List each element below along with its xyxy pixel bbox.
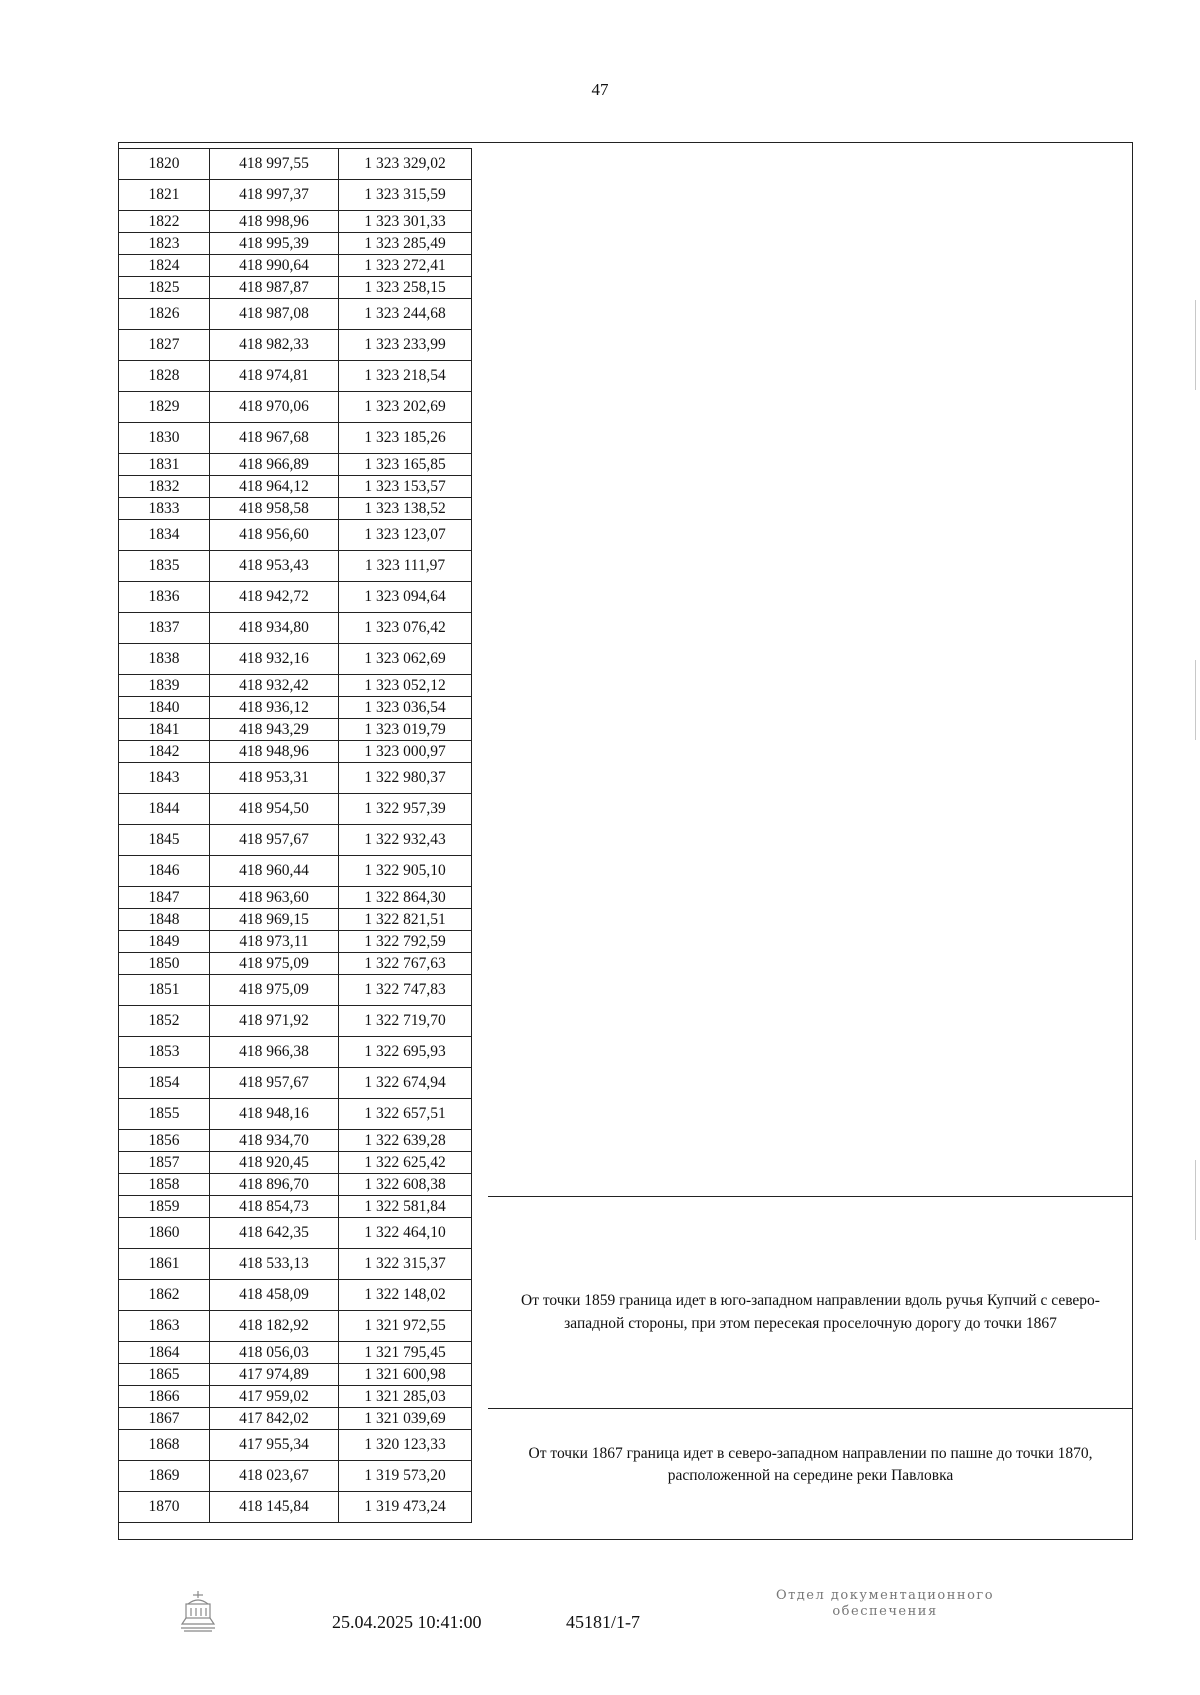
x-coordinate-cell: 418 960,44 [210, 856, 339, 887]
point-number-cell: 1839 [119, 675, 210, 697]
table-row [119, 233, 472, 255]
point-number-cell: 1858 [119, 1174, 210, 1196]
point-number-cell: 1821 [119, 180, 210, 211]
point-number-cell: 1850 [119, 953, 210, 975]
point-number-cell: 1836 [119, 582, 210, 613]
y-coordinate-cell: 1 322 719,70 [339, 1006, 472, 1037]
table-row [119, 1130, 472, 1152]
x-coordinate-cell: 418 997,55 [210, 149, 339, 180]
y-coordinate-cell: 1 323 123,07 [339, 520, 472, 551]
footer-timestamp: 25.04.2025 10:41:00 [332, 1612, 482, 1632]
x-coordinate-cell: 418 458,09 [210, 1280, 339, 1311]
point-number-cell: 1849 [119, 931, 210, 953]
table-row [119, 1280, 472, 1311]
x-coordinate-cell: 418 934,80 [210, 613, 339, 644]
table-row [119, 498, 472, 520]
point-number-cell: 1825 [119, 277, 210, 299]
x-coordinate-cell: 418 953,43 [210, 551, 339, 582]
point-number-cell: 1862 [119, 1280, 210, 1311]
point-number-cell: 1842 [119, 741, 210, 763]
table-row [119, 149, 472, 180]
table-row [119, 1461, 472, 1492]
y-coordinate-cell: 1 323 153,57 [339, 476, 472, 498]
y-coordinate-cell: 1 321 972,55 [339, 1311, 472, 1342]
y-coordinate-cell: 1 322 148,02 [339, 1280, 472, 1311]
y-coordinate-cell: 1 320 123,33 [339, 1430, 472, 1461]
x-coordinate-cell: 418 936,12 [210, 697, 339, 719]
point-number-cell: 1840 [119, 697, 210, 719]
table-row [119, 1099, 472, 1130]
point-number-cell: 1824 [119, 255, 210, 277]
y-coordinate-cell: 1 323 315,59 [339, 180, 472, 211]
y-coordinate-cell: 1 322 639,28 [339, 1130, 472, 1152]
x-coordinate-cell: 418 969,15 [210, 909, 339, 931]
point-number-cell: 1856 [119, 1130, 210, 1152]
point-number-cell: 1830 [119, 423, 210, 454]
x-coordinate-cell: 418 975,09 [210, 975, 339, 1006]
table-row [119, 1364, 472, 1386]
x-coordinate-cell: 418 990,64 [210, 255, 339, 277]
table-row [119, 931, 472, 953]
point-number-cell: 1847 [119, 887, 210, 909]
x-coordinate-cell: 417 842,02 [210, 1408, 339, 1430]
table-row [119, 255, 472, 277]
y-coordinate-cell: 1 321 039,69 [339, 1408, 472, 1430]
table-row [119, 1218, 472, 1249]
y-coordinate-cell: 1 319 473,24 [339, 1492, 472, 1523]
y-coordinate-cell: 1 323 185,26 [339, 423, 472, 454]
table-row [119, 1249, 472, 1280]
table-row [119, 211, 472, 233]
table-row [119, 1430, 472, 1461]
x-coordinate-cell: 418 896,70 [210, 1174, 339, 1196]
boundary-description: От точки 1867 граница идет в северо-западном направлении по пашне до точки 1870, расположенной на середине реки Павловка [528, 1444, 1093, 1484]
coordinates-table [118, 148, 472, 1523]
point-number-cell: 1851 [119, 975, 210, 1006]
x-coordinate-cell: 418 997,37 [210, 180, 339, 211]
x-coordinate-cell: 418 056,03 [210, 1342, 339, 1364]
footer-department-stamp: Отдел документационного обеспечения [775, 1588, 995, 1620]
point-number-cell: 1870 [119, 1492, 210, 1523]
table-row [119, 697, 472, 719]
y-coordinate-cell: 1 323 244,68 [339, 299, 472, 330]
emblem-icon [178, 1588, 218, 1634]
table-row [119, 1006, 472, 1037]
point-number-cell: 1841 [119, 719, 210, 741]
x-coordinate-cell: 418 958,58 [210, 498, 339, 520]
table-row [119, 1311, 472, 1342]
point-number-cell: 1822 [119, 211, 210, 233]
x-coordinate-cell: 417 974,89 [210, 1364, 339, 1386]
point-number-cell: 1838 [119, 644, 210, 675]
x-coordinate-cell: 418 966,38 [210, 1037, 339, 1068]
x-coordinate-cell: 418 987,87 [210, 277, 339, 299]
table-row [119, 1174, 472, 1196]
y-coordinate-cell: 1 322 864,30 [339, 887, 472, 909]
x-coordinate-cell: 418 023,67 [210, 1461, 339, 1492]
y-coordinate-cell: 1 322 674,94 [339, 1068, 472, 1099]
point-number-cell: 1853 [119, 1037, 210, 1068]
table-row [119, 454, 472, 476]
table-row [119, 719, 472, 741]
x-coordinate-cell: 418 182,92 [210, 1311, 339, 1342]
table-row [119, 763, 472, 794]
table-row [119, 551, 472, 582]
x-coordinate-cell: 418 953,31 [210, 763, 339, 794]
y-coordinate-cell: 1 319 573,20 [339, 1461, 472, 1492]
point-number-cell: 1861 [119, 1249, 210, 1280]
x-coordinate-cell: 418 963,60 [210, 887, 339, 909]
y-coordinate-cell: 1 323 301,33 [339, 211, 472, 233]
y-coordinate-cell: 1 321 285,03 [339, 1386, 472, 1408]
table-row [119, 975, 472, 1006]
x-coordinate-cell: 418 987,08 [210, 299, 339, 330]
point-number-cell: 1866 [119, 1386, 210, 1408]
point-number-cell: 1848 [119, 909, 210, 931]
x-coordinate-cell: 418 533,13 [210, 1249, 339, 1280]
point-number-cell: 1868 [119, 1430, 210, 1461]
table-row [119, 520, 472, 551]
x-coordinate-cell: 418 974,81 [210, 361, 339, 392]
x-coordinate-cell: 418 948,96 [210, 741, 339, 763]
y-coordinate-cell: 1 322 905,10 [339, 856, 472, 887]
point-number-cell: 1869 [119, 1461, 210, 1492]
y-coordinate-cell: 1 322 608,38 [339, 1174, 472, 1196]
table-row [119, 741, 472, 763]
scan-edge-mark [1195, 1160, 1196, 1240]
y-coordinate-cell: 1 322 980,37 [339, 763, 472, 794]
y-coordinate-cell: 1 322 792,59 [339, 931, 472, 953]
point-number-cell: 1831 [119, 454, 210, 476]
table-row [119, 476, 472, 498]
table-row [119, 675, 472, 697]
y-coordinate-cell: 1 323 138,52 [339, 498, 472, 520]
y-coordinate-cell: 1 322 581,84 [339, 1196, 472, 1218]
x-coordinate-cell: 418 948,16 [210, 1099, 339, 1130]
x-coordinate-cell: 418 973,11 [210, 931, 339, 953]
y-coordinate-cell: 1 323 094,64 [339, 582, 472, 613]
x-coordinate-cell: 418 942,72 [210, 582, 339, 613]
table-row [119, 613, 472, 644]
y-coordinate-cell: 1 322 821,51 [339, 909, 472, 931]
point-number-cell: 1832 [119, 476, 210, 498]
x-coordinate-cell: 418 956,60 [210, 520, 339, 551]
point-number-cell: 1835 [119, 551, 210, 582]
footer-document-id: 45181/1-7 [566, 1612, 640, 1632]
y-coordinate-cell: 1 323 036,54 [339, 697, 472, 719]
point-number-cell: 1867 [119, 1408, 210, 1430]
table-row [119, 794, 472, 825]
point-number-cell: 1826 [119, 299, 210, 330]
point-number-cell: 1846 [119, 856, 210, 887]
x-coordinate-cell: 418 964,12 [210, 476, 339, 498]
table-row [119, 1342, 472, 1364]
y-coordinate-cell: 1 322 957,39 [339, 794, 472, 825]
table-row [119, 909, 472, 931]
table-row [119, 1068, 472, 1099]
x-coordinate-cell: 418 943,29 [210, 719, 339, 741]
point-number-cell: 1843 [119, 763, 210, 794]
point-number-cell: 1845 [119, 825, 210, 856]
coordinates-table-body [119, 149, 472, 1523]
y-coordinate-cell: 1 323 285,49 [339, 233, 472, 255]
y-coordinate-cell: 1 322 695,93 [339, 1037, 472, 1068]
x-coordinate-cell: 418 970,06 [210, 392, 339, 423]
y-coordinate-cell: 1 322 747,83 [339, 975, 472, 1006]
table-row [119, 1492, 472, 1523]
point-number-cell: 1864 [119, 1342, 210, 1364]
table-row [119, 953, 472, 975]
y-coordinate-cell: 1 322 315,37 [339, 1249, 472, 1280]
point-number-cell: 1828 [119, 361, 210, 392]
x-coordinate-cell: 418 957,67 [210, 1068, 339, 1099]
y-coordinate-cell: 1 323 000,97 [339, 741, 472, 763]
point-number-cell: 1854 [119, 1068, 210, 1099]
table-row [119, 330, 472, 361]
x-coordinate-cell: 418 966,89 [210, 454, 339, 476]
x-coordinate-cell: 418 920,45 [210, 1152, 339, 1174]
table-row [119, 361, 472, 392]
y-coordinate-cell: 1 323 062,69 [339, 644, 472, 675]
y-coordinate-cell: 1 321 795,45 [339, 1342, 472, 1364]
point-number-cell: 1860 [119, 1218, 210, 1249]
point-number-cell: 1844 [119, 794, 210, 825]
point-number-cell: 1857 [119, 1152, 210, 1174]
point-number-cell: 1837 [119, 613, 210, 644]
point-number-cell: 1852 [119, 1006, 210, 1037]
x-coordinate-cell: 418 975,09 [210, 953, 339, 975]
page-number: 47 [591, 80, 609, 99]
x-coordinate-cell: 418 642,35 [210, 1218, 339, 1249]
scan-edge-mark [1195, 300, 1196, 390]
x-coordinate-cell: 418 934,70 [210, 1130, 339, 1152]
x-coordinate-cell: 418 998,96 [210, 211, 339, 233]
point-number-cell: 1823 [119, 233, 210, 255]
point-number-cell: 1827 [119, 330, 210, 361]
x-coordinate-cell: 417 955,34 [210, 1430, 339, 1461]
x-coordinate-cell: 418 982,33 [210, 330, 339, 361]
point-number-cell: 1859 [119, 1196, 210, 1218]
point-number-cell: 1820 [119, 149, 210, 180]
y-coordinate-cell: 1 322 932,43 [339, 825, 472, 856]
point-number-cell: 1865 [119, 1364, 210, 1386]
table-row [119, 392, 472, 423]
y-coordinate-cell: 1 323 076,42 [339, 613, 472, 644]
table-row [119, 423, 472, 454]
y-coordinate-cell: 1 323 202,69 [339, 392, 472, 423]
table-row [119, 1386, 472, 1408]
y-coordinate-cell: 1 322 464,10 [339, 1218, 472, 1249]
y-coordinate-cell: 1 323 165,85 [339, 454, 472, 476]
y-coordinate-cell: 1 323 258,15 [339, 277, 472, 299]
point-number-cell: 1834 [119, 520, 210, 551]
y-coordinate-cell: 1 323 272,41 [339, 255, 472, 277]
table-row [119, 1408, 472, 1430]
table-row [119, 180, 472, 211]
y-coordinate-cell: 1 323 019,79 [339, 719, 472, 741]
y-coordinate-cell: 1 323 052,12 [339, 675, 472, 697]
table-row [119, 825, 472, 856]
point-number-cell: 1863 [119, 1311, 210, 1342]
point-number-cell: 1833 [119, 498, 210, 520]
table-row [119, 1196, 472, 1218]
x-coordinate-cell: 418 954,50 [210, 794, 339, 825]
x-coordinate-cell: 418 932,16 [210, 644, 339, 675]
x-coordinate-cell: 417 959,02 [210, 1386, 339, 1408]
table-row [119, 856, 472, 887]
x-coordinate-cell: 418 995,39 [210, 233, 339, 255]
y-coordinate-cell: 1 322 767,63 [339, 953, 472, 975]
table-row [119, 277, 472, 299]
x-coordinate-cell: 418 967,68 [210, 423, 339, 454]
scan-edge-mark [1195, 660, 1196, 740]
boundary-description: От точки 1859 граница идет в юго-западном направлении вдоль ручья Купчий с северо-западной стороны, при этом пересекая проселочную дорогу до точки 1867 [521, 1292, 1100, 1332]
y-coordinate-cell: 1 323 218,54 [339, 361, 472, 392]
y-coordinate-cell: 1 323 233,99 [339, 330, 472, 361]
x-coordinate-cell: 418 145,84 [210, 1492, 339, 1523]
table-row [119, 1037, 472, 1068]
y-coordinate-cell: 1 323 329,02 [339, 149, 472, 180]
table-row [119, 644, 472, 675]
point-number-cell: 1829 [119, 392, 210, 423]
x-coordinate-cell: 418 957,67 [210, 825, 339, 856]
table-row [119, 582, 472, 613]
x-coordinate-cell: 418 971,92 [210, 1006, 339, 1037]
table-row [119, 1152, 472, 1174]
y-coordinate-cell: 1 323 111,97 [339, 551, 472, 582]
y-coordinate-cell: 1 322 625,42 [339, 1152, 472, 1174]
table-row [119, 299, 472, 330]
x-coordinate-cell: 418 854,73 [210, 1196, 339, 1218]
y-coordinate-cell: 1 322 657,51 [339, 1099, 472, 1130]
table-row [119, 887, 472, 909]
y-coordinate-cell: 1 321 600,98 [339, 1364, 472, 1386]
point-number-cell: 1855 [119, 1099, 210, 1130]
x-coordinate-cell: 418 932,42 [210, 675, 339, 697]
